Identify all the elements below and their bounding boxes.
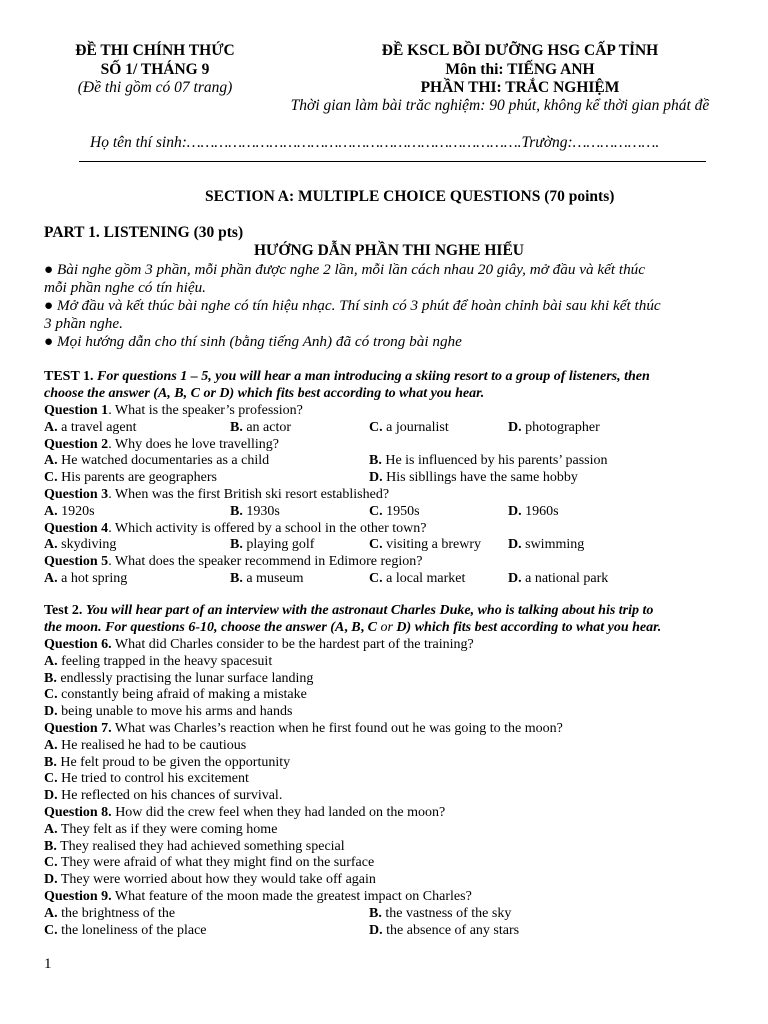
question-options bbox=[44, 537, 734, 554]
listening-instructions-title: HƯỚNG DẪN PHẦN THI NGHE HIỂU bbox=[254, 242, 524, 259]
option-c: C. visiting a brewry bbox=[369, 537, 481, 553]
option-a: A. He realised he had to be cautious bbox=[44, 737, 247, 753]
option-c: C. His parents are geographers bbox=[44, 470, 218, 486]
option-d: D. He reflected on his chances of survival. bbox=[44, 788, 283, 804]
option-c: C. a local market bbox=[369, 570, 466, 586]
test1-label: TEST 1. bbox=[44, 369, 94, 384]
option-b: B. playing golf bbox=[230, 537, 315, 553]
header-part: PHẦN THI: TRẮC NGHIỆM bbox=[420, 79, 620, 96]
option-c: C. 1950s bbox=[369, 503, 420, 519]
question-text: What was Charles’s reaction when he first found out he was going to the moon? bbox=[111, 720, 563, 736]
question-stem bbox=[44, 437, 734, 454]
header-page-count: (Đề thi gồm có 07 trang) bbox=[77, 79, 233, 96]
question-text: . Why does he love travelling? bbox=[108, 436, 279, 452]
question-text: . When was the first British ski resort established? bbox=[108, 486, 390, 502]
option-b: B. They realised they had achieved something special bbox=[44, 838, 345, 854]
option-d: D. They were worried about how they would take off again bbox=[44, 872, 376, 888]
instruction-bullet-2-cont: 3 phần nghe. bbox=[44, 315, 123, 332]
question-label: Question 4 bbox=[44, 520, 109, 536]
header-divider bbox=[79, 161, 706, 162]
question-stem bbox=[44, 554, 734, 571]
test2-questions bbox=[44, 637, 734, 939]
question-text: . What does the speaker recommend in Edimore region? bbox=[108, 554, 423, 570]
test2-instruction-line1: You will hear part of an interview with the astronaut Charles Duke, who is talking about his trip to bbox=[85, 603, 654, 618]
option-b: B. endlessly practising the lunar surface landing bbox=[44, 670, 314, 686]
header-subject: Môn thi: TIẾNG ANH bbox=[445, 61, 595, 78]
question-text: What feature of the moon made the greatest impact on Charles? bbox=[111, 888, 472, 904]
option-a: A. skydiving bbox=[44, 537, 117, 553]
option-a: A. a travel agent bbox=[44, 419, 137, 435]
option-d: D. a national park bbox=[508, 570, 609, 586]
option-b: B. an actor bbox=[230, 419, 292, 435]
section-a-title: SECTION A: MULTIPLE CHOICE QUESTIONS (70 points) bbox=[205, 188, 615, 205]
question-options bbox=[44, 453, 734, 470]
question-stem bbox=[44, 521, 734, 538]
question-label: Question 8. bbox=[44, 804, 112, 820]
test1-instructions bbox=[44, 369, 650, 386]
instruction-bullet-2: ● Mở đầu và kết thúc bài nghe có tín hiệu nhạc. Thí sinh có 3 phút để hoàn chỉnh bài sau khi kết thúc bbox=[44, 297, 661, 314]
question-options bbox=[44, 571, 734, 588]
question-label: Question 7. bbox=[44, 720, 112, 736]
candidate-name-line: Họ tên thí sinh:……………………………………………………………….Trường:………………. bbox=[90, 134, 660, 151]
option-c: C. constantly being afraid of making a mistake bbox=[44, 687, 307, 703]
instruction-bullet-3: ● Mọi hướng dẫn cho thí sinh (bằng tiếng Anh) đã có trong bài nghe bbox=[44, 333, 462, 350]
test1-instruction-line1: For questions 1 – 5, you will hear a man introducing a skiing resort to a group of listeners, then bbox=[97, 369, 650, 384]
question-label: Question 6. bbox=[44, 637, 112, 652]
option-d: D. photographer bbox=[508, 419, 600, 435]
question-options bbox=[44, 420, 734, 437]
question-stem bbox=[44, 403, 734, 420]
question-label: Question 9. bbox=[44, 888, 112, 904]
question-stem bbox=[44, 889, 734, 906]
question-options bbox=[44, 470, 734, 487]
option-a: A. He watched documentaries as a child bbox=[44, 453, 270, 469]
option-b: B. He is influenced by his parents’ passion bbox=[369, 453, 608, 469]
option-a: A. the brightness of the bbox=[44, 905, 176, 921]
option-a: A. 1920s bbox=[44, 503, 95, 519]
option-b: B. He felt proud to be given the opportunity bbox=[44, 754, 291, 770]
option-a: A. feeling trapped in the heavy spacesuit bbox=[44, 653, 273, 669]
test2-label: Test 2. bbox=[44, 603, 83, 618]
option-d: D. swimming bbox=[508, 537, 585, 553]
option-b: B. 1930s bbox=[230, 503, 280, 519]
option-d: D. 1960s bbox=[508, 503, 559, 519]
option-d: D. being unable to move his arms and hands bbox=[44, 704, 293, 720]
test1-instruction-line2: choose the answer (A, B, C or D) which fits best according to what you hear. bbox=[44, 386, 485, 401]
question-text: What did Charles consider to be the hardest part of the training? bbox=[111, 637, 474, 652]
instruction-bullet-1-cont: mỗi phần nghe có tín hiệu. bbox=[44, 279, 206, 296]
option-c: C. They were afraid of what they might find on the surface bbox=[44, 855, 375, 871]
question-stem bbox=[44, 637, 734, 654]
option-c: C. He tried to control his excitement bbox=[44, 771, 249, 787]
option-d: D. His sibllings have the same hobby bbox=[369, 470, 578, 486]
header-exam-number: SỐ 1/ THÁNG 9 bbox=[100, 61, 210, 78]
question-options bbox=[44, 906, 734, 923]
question-text: How did the crew feel when they had landed on the moon? bbox=[111, 804, 446, 820]
option-d: D. the absence of any stars bbox=[369, 922, 520, 938]
question-label: Question 3 bbox=[44, 486, 109, 502]
question-options bbox=[44, 504, 734, 521]
question-stem bbox=[44, 721, 734, 738]
question-stem bbox=[44, 805, 734, 822]
option-c: C. a journalist bbox=[369, 419, 449, 435]
question-label: Question 1 bbox=[44, 403, 109, 418]
header-official-label: ĐỀ THI CHÍNH THỨC bbox=[75, 42, 235, 59]
question-stem bbox=[44, 487, 734, 504]
instruction-bullet-1: ● Bài nghe gồm 3 phần, mỗi phần được nghe 2 lần, mỗi lần cách nhau 20 giây, mở đầu và kết thúc bbox=[44, 261, 646, 278]
option-b: B. a museum bbox=[230, 570, 304, 586]
part1-title: PART 1. LISTENING (30 pts) bbox=[44, 224, 244, 241]
option-a: A. a hot spring bbox=[44, 570, 128, 586]
question-options bbox=[44, 923, 734, 940]
header-time: Thời gian làm bài trăc nghiệm: 90 phút, không kể thời gian phát đề bbox=[290, 97, 710, 114]
option-a: A. They felt as if they were coming home bbox=[44, 821, 278, 837]
question-label: Question 2 bbox=[44, 436, 109, 452]
question-text: . Which activity is offered by a school in the other town? bbox=[108, 520, 427, 536]
option-b: B. the vastness of the sky bbox=[369, 905, 512, 921]
question-text: . What is the speaker’s profession? bbox=[108, 403, 303, 418]
test2-instructions bbox=[44, 603, 653, 620]
question-label: Question 5 bbox=[44, 554, 109, 570]
test1-questions bbox=[44, 403, 734, 588]
header-exam-title: ĐỀ KSCL BỒI DƯỠNG HSG CẤP TỈNH bbox=[381, 42, 659, 59]
test2-instruction-line2: the moon. For questions 6-10, choose the answer (A, B, C or D) which fits best according to what you hear. bbox=[44, 620, 662, 635]
option-c: C. the loneliness of the place bbox=[44, 922, 207, 938]
page-number: 1 bbox=[44, 956, 52, 972]
